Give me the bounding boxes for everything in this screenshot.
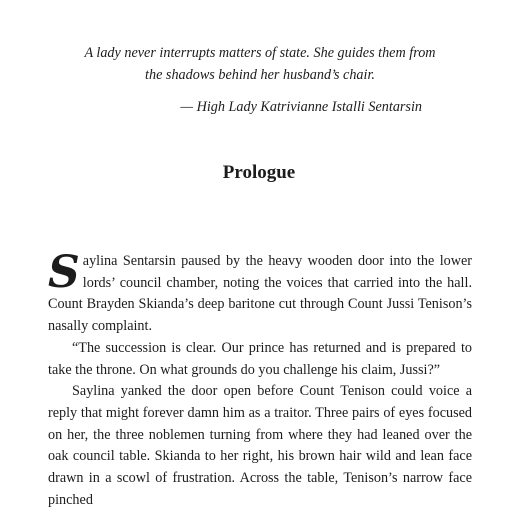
drop-cap: S	[48, 247, 80, 298]
paragraph-1-text: aylina Sentarsin paused by the heavy wooden door into the lower lords’ council chamber, noting the voices that carried into the hall. Count Brayden Skianda’s deep baritone cut through Count Jussi Tenison’s nasally complaint.	[48, 253, 472, 335]
epigraph-quote	[50, 42, 470, 86]
epigraph-line-2: the shadows behind her husband’s chair.	[145, 67, 375, 83]
paragraph-2: “The succession is clear. Our prince has returned and is prepared to take the throne. On what grounds do you challenge his claim, Jussi?”	[48, 339, 472, 378]
paragraph-3: Saylina yanked the door open before Count Tenison could voice a reply that might forever damn him as a traitor. Three pairs of eyes focused on her, the three noblemen turning from where they had leaned over the oak council table. Skianda to her right, his brown hair wild and lean face drawn in a scowl of frustration. Across the table, Tenison’s narrow face pinched	[48, 383, 472, 508]
paragraph-1	[48, 247, 472, 338]
epigraph-attribution: — High Lady Katrivianne Istalli Sentarsin	[180, 99, 422, 115]
epigraph-line-1: A lady never interrupts matters of state. She guides them from	[84, 45, 436, 61]
chapter-body	[48, 247, 472, 511]
chapter-title: Prologue	[222, 162, 296, 183]
